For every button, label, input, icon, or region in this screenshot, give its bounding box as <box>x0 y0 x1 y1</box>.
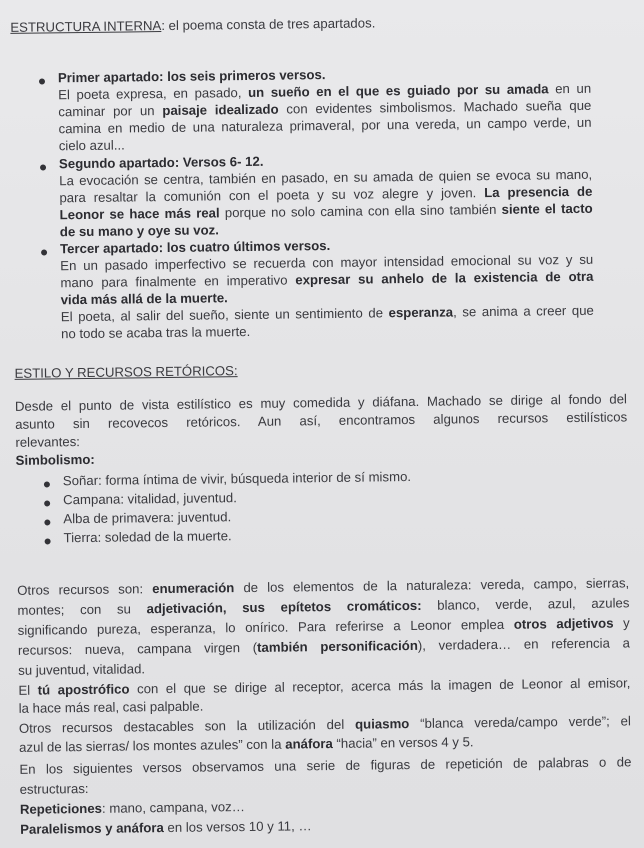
structure-heading-rest: : el poema consta de tres apartados. <box>161 15 376 34</box>
part3-line: vida más allá de la muerte. <box>60 290 228 308</box>
part3-line: no todo se acaba tras la muerte. <box>60 323 251 342</box>
others-line: azul de las sierras/ los montes azules” con la anáfora “hacia” en versos 4 y 5. <box>19 734 474 755</box>
others-line: Otros recursos destacables son la utilización del quiasmo “blanca vereda/campo verde”; el <box>18 713 631 736</box>
others-line: En los siguientes versos observamos una serie de figuras de repetición de palabras o de <box>19 754 632 777</box>
others-line: significando pureza, esperanza, lo onírico. Para referirse a Leonor emplea otros adjetivos y <box>17 615 630 638</box>
part3-title: Tercer apartado: los cuatro últimos versos. <box>59 237 331 257</box>
part1-title: Primer apartado: los seis primeros versos. <box>57 67 326 86</box>
part2-line: de su mano y oye su voz. <box>59 222 219 240</box>
others-line: montes; con su adjetivación, sus epítetos cromáticos: blanco, verde, azul, azules <box>17 595 630 618</box>
part1-line: El poeta expresa, en pasado, un sueño en el que es guiado por su amada en un <box>58 80 592 103</box>
part2-title: Segundo apartado: Versos 6- 12. <box>58 153 264 172</box>
others-line: su juventud, vitalidad. <box>18 661 146 678</box>
symbolism-item: Tierra: soledad de la muerte. <box>63 528 232 546</box>
symbolism-item: Alba de primavera: juventud. <box>63 509 232 527</box>
part3-line: El poeta, al salir del sueño, siente un sentimiento de esperanza, se anima a creer que <box>60 302 594 325</box>
others-line: la hace más real, casi palpable. <box>18 698 204 716</box>
others-line: recursos: nueva, campana virgen (también personificación), verdadera… en referencia a <box>17 635 630 658</box>
others-line: Otros recursos son: enumeración de los elementos de la naturaleza: vereda, campo, sierras, <box>17 575 630 598</box>
part1-line: cielo azul... <box>58 137 125 154</box>
part2-line: Leonor se hace más real porque no solo camina con ella sino también siente el tacto <box>59 200 593 223</box>
intro-line: asunto sin recovecos retóricos. Aun así, encontramos algunos recursos estilísticos <box>15 409 628 432</box>
intro-line: relevantes: <box>15 434 81 450</box>
bullet-icon <box>44 519 50 525</box>
bullet-icon <box>39 78 45 84</box>
part3-line: En un pasado imperfectivo se recuerda con mayor intensidad emocional su voz y su <box>60 251 594 274</box>
part1-line: caminar por un paisaje idealizado con evidentes simbolismos. Machado sueña que <box>58 97 592 120</box>
bullet-icon <box>45 538 51 544</box>
symbolism-item: Soñar: forma íntima de vivir, búsqueda interior de sí mismo. <box>62 469 412 489</box>
bullet-icon <box>41 249 47 255</box>
others-line: Paralelismos y anáfora en los versos 10 y 11, … <box>20 818 312 837</box>
others-line: El tú apostrófico con el que se dirige al receptor, acerca más la imagen de Leonor al emisor, <box>18 675 631 698</box>
part3-line: mano para finalmente en imperativo expresar su anhelo de la existencia de otra <box>60 268 594 291</box>
bullet-icon <box>44 481 50 487</box>
part2-line: para resaltar la comunión con el poeta y su voz alegre y joven. La presencia de <box>59 183 593 206</box>
intro-line: Desde el punto de vista estilístico es muy comedida y diáfana. Machado se dirige al fondo del <box>14 391 628 414</box>
part1-line: camina en medio de una naturaleza primaveral, por una vereda, un campo verde, un <box>58 114 592 137</box>
symbolism-item: Campana: vitalidad, juventud. <box>63 490 237 508</box>
bullet-icon <box>40 164 46 170</box>
symbolism-title: Simbolismo: <box>15 451 95 468</box>
others-line: estructuras: <box>19 780 89 797</box>
bullet-icon <box>44 500 50 506</box>
structure-heading <box>10 15 375 35</box>
others-line: Repeticiones: mano, campana, voz… <box>19 799 245 817</box>
part2-line: La evocación se centra, también en pasado, en su amada de quien se evoca su mano, <box>59 166 593 189</box>
style-heading: ESTILO Y RECURSOS RETÓRICOS: <box>14 363 238 381</box>
structure-heading-title: ESTRUCTURA INTERNA <box>10 18 162 35</box>
